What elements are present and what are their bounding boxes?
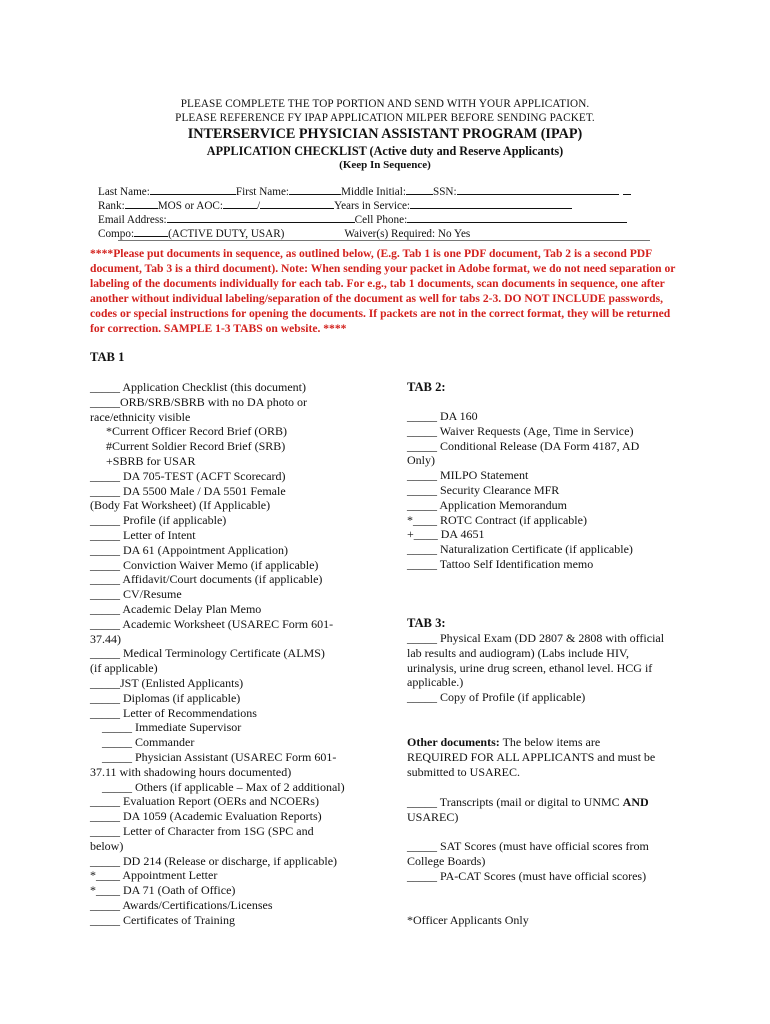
list-item: _____ Naturalization Certificate (if applicable) xyxy=(407,542,633,557)
mos-slash: / xyxy=(257,200,261,212)
transcripts-item xyxy=(407,795,707,825)
list-item: _____ Profile (if applicable) xyxy=(90,513,227,528)
tab2-list xyxy=(407,409,697,572)
list-item: _____ DD 214 (Release or discharge, if applicable) xyxy=(90,853,338,868)
document-title: INTERSERVICE PHYSICIAN ASSISTANT PROGRAM (IPAP) xyxy=(187,126,583,142)
document-subtitle: APPLICATION CHECKLIST (Active duty and Reserve Applicants) xyxy=(206,144,564,158)
waiver-label: Waiver(s) Required: No Yes xyxy=(344,228,471,240)
list-item: (Body Fat Worksheet) (If Applicable) xyxy=(90,498,271,513)
cell-phone-input[interactable] xyxy=(407,212,627,223)
list-item: _____ Letter of Character from 1SG (SPC and xyxy=(90,823,314,838)
tab2-label: TAB 2: xyxy=(407,380,446,394)
ssn-input-extra[interactable] xyxy=(623,184,631,195)
list-item: _____ Physical Exam (DD 2807 & 2808 with official xyxy=(407,631,665,645)
list-item: lab results and audiogram) (Labs include HIV, xyxy=(407,645,630,660)
other-documents-intro-line3: submitted to USAREC. xyxy=(407,764,521,779)
list-item: _____ Conviction Waiver Memo (if applicable) xyxy=(90,557,319,572)
rank-input[interactable] xyxy=(125,198,158,209)
list-item: _____ Diplomas (if applicable) xyxy=(90,690,241,705)
list-item: _____ DA 61 (Appointment Application) xyxy=(90,542,288,557)
list-item: race/ethnicity visible xyxy=(90,409,191,424)
pacat-scores-item: _____ PA-CAT Scores (must have official scores) xyxy=(407,868,647,883)
list-item: _____ Academic Worksheet (USAREC Form 601- xyxy=(90,616,334,631)
list-item: _____ Awards/Certifications/Licenses xyxy=(90,897,273,912)
list-item: Only) xyxy=(407,453,435,468)
list-item: _____ Letter of Intent xyxy=(90,527,196,542)
list-item: _____ Evaluation Report (OERs and NCOERs) xyxy=(90,794,319,809)
list-item: _____ Affidavit/Court documents (if applicable) xyxy=(90,572,323,587)
last-name-label: Last Name: xyxy=(98,186,150,198)
submission-notice: ****Please put documents in sequence, as outlined below, (E.g. Tab 1 is one PDF document, Tab 2 is a second PDF document, Tab 3 is a third document). Note: When sending your packet in Adobe format, we do not need separation or labeling of the documents individually for each tab. For e.g., tab 1 documents, scan documents in sequence, one after another without individual labeling/separation of the document as well for tabs 2-3. DO NOT INCLUDE passwords, codes or special instructions for opening the documents. If packets are not in the correct format, they will be returned for correction. SAMPLE 1-3 TABS on website. **** xyxy=(90,247,676,335)
transcripts-text: _____ Transcripts (mail or digital to UNMC xyxy=(407,795,623,809)
list-item: _____ CV/Resume xyxy=(90,587,182,602)
email-input[interactable] xyxy=(167,212,355,223)
list-item: _____ Conditional Release (DA Form 4187, AD xyxy=(407,438,640,453)
aoc-input[interactable] xyxy=(260,198,334,209)
officer-applicants-footnote: *Officer Applicants Only xyxy=(407,913,529,927)
years-in-service-label: Years in Service: xyxy=(334,200,411,212)
mos-input[interactable] xyxy=(223,198,257,209)
sat-scores-item: _____ SAT Scores (must have official scores from xyxy=(407,839,649,853)
tab1-list xyxy=(90,380,370,927)
list-item: _____ Waiver Requests (Age, Time in Service) xyxy=(407,423,634,438)
list-item: applicable.) xyxy=(407,675,464,690)
list-item: _____ Application Memorandum xyxy=(407,497,567,512)
list-item: #Current Soldier Record Brief (SRB) xyxy=(106,439,286,454)
other-documents-intro-line2: REQUIRED FOR ALL APPLICANTS and must be xyxy=(407,749,656,764)
list-item: _____ Tattoo Self Identification memo xyxy=(407,556,594,571)
list-item: _____ Application Checklist (this document) xyxy=(90,380,306,394)
header-divider xyxy=(118,240,650,241)
years-in-service-input[interactable] xyxy=(410,198,572,209)
list-item: _____ Commander xyxy=(102,735,195,750)
name-row xyxy=(98,184,631,198)
list-item: _____ Letter of Recommendations xyxy=(90,705,257,720)
compo-label: Compo: xyxy=(98,228,135,240)
other-documents-section xyxy=(407,735,707,779)
list-item: below) xyxy=(90,838,124,853)
email-row xyxy=(98,212,627,226)
middle-initial-label: Middle Initial: xyxy=(341,186,406,198)
list-item: _____ Certificates of Training xyxy=(90,912,235,927)
list-item: +____ DA 4651 xyxy=(407,527,485,542)
list-item: _____ DA 5500 Male / DA 5501 Female xyxy=(90,483,286,498)
compo-row xyxy=(98,226,470,240)
list-item: _____ Immediate Supervisor xyxy=(102,720,242,735)
rank-label: Rank: xyxy=(98,200,125,212)
rank-row xyxy=(98,198,572,212)
list-item: *____ ROTC Contract (if applicable) xyxy=(407,512,587,527)
list-item: _____ Others (if applicable – Max of 2 additional) xyxy=(102,779,345,794)
list-item: *____ DA 71 (Oath of Office) xyxy=(90,883,236,898)
ssn-label: SSN: xyxy=(432,186,457,198)
keep-in-sequence-note: (Keep In Sequence) xyxy=(339,159,431,171)
tab3-label: TAB 3: xyxy=(407,616,446,630)
first-name-input[interactable] xyxy=(289,184,341,195)
sat-scores-item-line2: College Boards) xyxy=(407,853,486,868)
list-item: +SBRB for USAR xyxy=(106,453,196,468)
middle-initial-input[interactable] xyxy=(406,184,433,195)
compo-options: (ACTIVE DUTY, USAR) xyxy=(168,228,285,240)
tab3-list xyxy=(407,631,707,705)
transcripts-text-line2: USAREC) xyxy=(407,809,459,824)
last-name-input[interactable] xyxy=(150,184,236,195)
list-item: _____ Security Clearance MFR xyxy=(407,482,560,497)
list-item: 37.44) xyxy=(90,631,121,646)
list-item: _____ DA 1059 (Academic Evaluation Reports) xyxy=(90,809,322,824)
other-documents-heading: Other documents: xyxy=(407,735,500,749)
list-item: _____JST (Enlisted Applicants) xyxy=(90,675,244,690)
list-item: _____ Physician Assistant (USAREC Form 601- xyxy=(102,749,337,764)
tab1-label: TAB 1 xyxy=(90,350,125,364)
cell-phone-label: Cell Phone: xyxy=(354,214,408,226)
compo-input[interactable] xyxy=(134,226,168,237)
list-item: _____ Copy of Profile (if applicable) xyxy=(407,690,586,705)
ssn-input[interactable] xyxy=(457,184,619,195)
list-item: *Current Officer Record Brief (ORB) xyxy=(106,424,288,439)
list-item: _____ MILPO Statement xyxy=(407,468,529,483)
instruction-line-2: PLEASE REFERENCE FY IPAP APPLICATION MILPER BEFORE SENDING PACKET. xyxy=(175,112,595,124)
list-item: _____ORB/SRB/SBRB with no DA photo or xyxy=(90,394,308,409)
first-name-label: First Name: xyxy=(235,186,290,198)
transcripts-and: AND xyxy=(622,795,649,809)
email-label: Email Address: xyxy=(98,214,167,226)
officer-footnote-wrap xyxy=(407,913,707,928)
list-item: _____ Academic Delay Plan Memo xyxy=(90,601,262,616)
other-documents-intro: The below items are xyxy=(499,735,601,749)
list-item: _____ DA 705-TEST (ACFT Scorecard) xyxy=(90,468,286,483)
mos-label: MOS or AOC: xyxy=(157,200,224,212)
list-item: _____ Medical Terminology Certificate (ALMS) xyxy=(90,646,325,661)
list-item: _____ DA 160 xyxy=(407,409,478,423)
list-item: (if applicable) xyxy=(90,661,158,676)
scores-items xyxy=(407,839,707,883)
list-item: *____ Appointment Letter xyxy=(90,868,218,883)
list-item: urinalysis, urine drug screen, ethanol level. HCG if xyxy=(407,660,653,675)
instruction-line-1: PLEASE COMPLETE THE TOP PORTION AND SEND WITH YOUR APPLICATION. xyxy=(180,98,590,110)
list-item: 37.11 with shadowing hours documented) xyxy=(90,764,292,779)
